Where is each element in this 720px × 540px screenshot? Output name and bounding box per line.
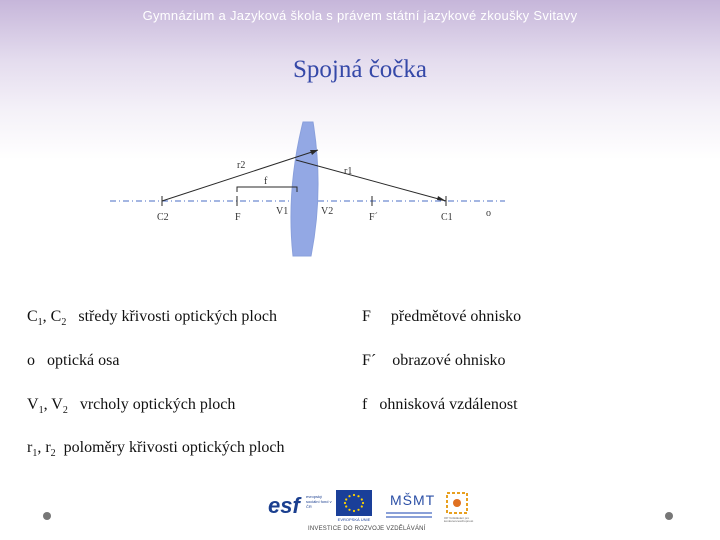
label-r1: r1 — [344, 166, 353, 177]
legend-description: optická osa — [47, 352, 120, 369]
funding-logos — [268, 490, 474, 534]
esf-logo: esf evropský sociální fond v ČR — [268, 493, 332, 518]
legend-symbol: $C_1$, $C_2$ — [27, 308, 67, 329]
legend-f-img — [362, 352, 506, 370]
eu-flag-logo: EVROPSKÁ UNIE — [336, 490, 372, 526]
label-f: f — [264, 176, 268, 187]
label-c2: C2 — [157, 212, 169, 223]
legend-symbol: o — [27, 352, 35, 369]
school-header: Gymnázium a Jazyková škola s právem státní jazykové zkoušky Svitavy — [142, 8, 578, 23]
label-v1: V1 — [276, 206, 289, 217]
eu-flag-icon — [336, 490, 372, 516]
lens-shape — [291, 122, 318, 256]
legend-description: vrcholy optických ploch — [79, 396, 236, 413]
op-vk-logo: OP Vzdělávání pro konkurenceschopnost — [444, 490, 474, 526]
footer-tagline: INVESTICE DO ROZVOJE VZDĚLÁVÁNÍ — [308, 526, 426, 532]
corner-dot-right — [665, 512, 673, 520]
legend-description: předmětové ohnisko — [390, 308, 522, 325]
label-o: o — [486, 208, 491, 219]
legend-symbol: $r_1$, $r_2$ — [27, 439, 56, 460]
legend-symbol: F´ — [362, 352, 377, 369]
legend-v1-v2 — [27, 396, 235, 416]
legend-f — [362, 396, 518, 414]
legend-o — [27, 352, 119, 370]
op-vk-icon — [444, 490, 470, 516]
corner-dot-left — [43, 512, 51, 520]
label-c1: C1 — [441, 212, 453, 223]
label-v2: V2 — [321, 206, 334, 217]
legend-f-obj — [362, 308, 521, 326]
converging-lens-diagram — [0, 110, 720, 260]
label-f-img: F´ — [369, 212, 378, 223]
legend-r1-r2 — [27, 439, 285, 459]
msmt-logo: MŠMT — [386, 490, 432, 526]
legend-description: obrazové ohnisko — [392, 352, 506, 369]
focal-length-bracket — [237, 187, 297, 192]
legend-description: ohnisková vzdálenost — [379, 396, 518, 413]
slide-title: Spojná čočka — [293, 56, 427, 83]
legend-symbol: F — [362, 308, 371, 325]
ray-r1-arrowhead — [437, 196, 446, 201]
legend-symbol: $V_1$, $V_2$ — [27, 396, 68, 417]
legend-c1-c2 — [27, 308, 277, 328]
label-r2: r2 — [237, 160, 246, 171]
legend-symbol: f — [362, 396, 368, 413]
legend-description: středy křivosti optických ploch — [78, 308, 277, 325]
legend-description: poloměry křivosti optických ploch — [63, 439, 285, 456]
label-f-obj: F — [235, 212, 241, 223]
